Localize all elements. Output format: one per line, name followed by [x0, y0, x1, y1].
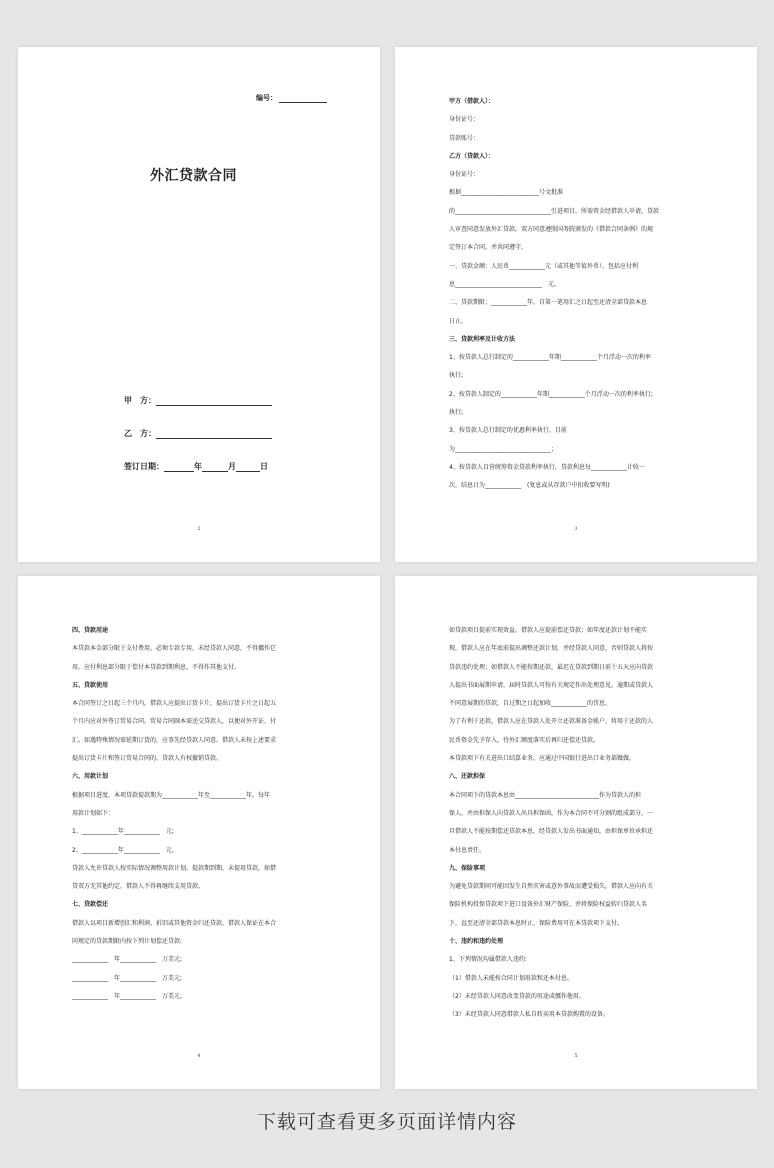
text-line: ____________ 年____________ 万美元; — [72, 956, 183, 964]
page-2 — [395, 47, 757, 562]
text-line: 为了有利于还款，借款人应在贷款人处开立还款准备金帐户，将用于还款的人 — [449, 718, 654, 726]
text-line: ____________ 年____________ 万美元; — [72, 974, 183, 982]
serial-label: 编号： — [256, 94, 277, 102]
section-heading: 乙方（贷款人）： — [449, 152, 495, 160]
party-a-blank — [156, 397, 272, 406]
text-line: 身份证号： — [449, 171, 480, 179]
text-line: 1、按贷款人总行制定的____________年期____________个月浮动一次的利率 — [449, 354, 651, 362]
party-b-blank — [156, 430, 272, 439]
sign-date-label: 签订日期： — [124, 462, 164, 471]
download-caption: 下载可查看更多页面详情内容 — [256, 1111, 517, 1133]
serial-number — [256, 93, 327, 103]
sign-date-row — [124, 461, 268, 472]
sign-day-label: 日 — [260, 462, 268, 471]
page-number: 2 — [197, 526, 201, 532]
text-line: 汇。如遇特殊情况需延期订货的，应事先经贷款人同意。借款人未按上述要求 — [72, 736, 277, 744]
text-line: 二、贷款期限：____________年，自第一笔用汇之日起至还清全部贷款本息 — [449, 299, 648, 307]
text-line: 1、____________年____________ 元; — [72, 828, 174, 836]
sign-year-label: 年 — [194, 462, 202, 471]
text-line: 身份证号： — [449, 116, 480, 124]
text-line: 人审查同意发放外汇贷款。双方同意遵照国务院颁发的《借款合同条例》的规 — [449, 226, 654, 234]
text-line: 本合同项下的贷款本息由____________________________作为贷款人的担 — [449, 791, 642, 799]
text-line: 2、____________年____________ 元。 — [72, 846, 178, 854]
contract-title: 外汇贷款合同 — [150, 168, 237, 184]
text-line: （1）借款人未能按合同计划用款和还本付息。 — [449, 974, 573, 982]
text-line: 本贷款本金部分限于支付费用，必须专款专用，未经贷款人同意，不得挪作它 — [72, 645, 277, 653]
text-line: 旦借款人不能按期偿还贷款本息，经贷款人发出书面通知，由担保单位承担还 — [449, 828, 654, 836]
text-line: 为避免贷款期间可能因发生自然灾害或意外事故而遭受损失，借款人应向有关 — [449, 883, 654, 891]
section-heading: 八、还款担保 — [449, 773, 486, 781]
page-cover — [18, 47, 380, 562]
text-line: 如贷款项目提前实现效益，借款人应提前偿还贷款；如年度还款计划不能实 — [449, 627, 648, 634]
page-3 — [18, 576, 380, 1089]
text-line: 人提出书面展期申请，届时贷款人可按有关规定作出处理意见。逾期或贷款人 — [449, 681, 654, 689]
text-line: 根据__________________________号文批准 — [449, 189, 564, 197]
serial-blank — [279, 96, 327, 103]
text-line: 用款计划如下： — [72, 809, 115, 817]
text-line: 贷款账号： — [449, 134, 480, 142]
section-heading: 六、用款计划 — [72, 773, 109, 781]
text-line: 执行; — [449, 372, 464, 380]
party-a-row — [124, 395, 272, 406]
text-line: （2）未经贷款人同意改变贷款的用途或挪作他用。 — [449, 992, 585, 1000]
text-line: 提出订货卡片和签订贸易合同的，贷款人有权撤销贷款。 — [72, 755, 223, 763]
section-heading: 四、贷款用途 — [72, 627, 109, 634]
text-line: 为________________________________； — [449, 445, 558, 453]
text-line: 2、按贷款人制定的____________年期____________个月浮动一次的利率执行; — [449, 390, 653, 398]
party-b-label: 乙 方： — [124, 429, 156, 438]
text-line: 贷双方无其他约定，借款人不得再继续支用贷款。 — [72, 883, 205, 891]
text-line: 的________________________________引进项目，所需资金经借款人申请，贷款 — [449, 207, 660, 215]
page-4 — [395, 576, 757, 1089]
section-heading: 五、贷款使用 — [72, 681, 109, 689]
sign-month-label: 月 — [228, 462, 236, 471]
text-line: （3）未经贷款人同意借款人私自转卖用本贷款购置的设备。 — [449, 1011, 609, 1019]
page-2-body — [449, 93, 711, 496]
text-line: 根据项目进度，本项贷款提款期为____________年至____________年，每年 — [72, 791, 271, 799]
text-line: 4、按贷款人自营统筹资金贷款利率执行，贷款利息每____________计收一 — [449, 463, 645, 471]
page-3-body — [72, 622, 334, 1006]
section-heading: 九、保险事项 — [449, 864, 486, 872]
text-line: 本付息责任。 — [449, 846, 486, 854]
section-heading: 十、违约和违约处理 — [449, 938, 504, 946]
text-line: 息_____________________________ 元。 — [449, 280, 561, 288]
party-a-label: 甲 方： — [124, 396, 156, 405]
text-line: 执行; — [449, 409, 464, 417]
text-line: 民币资金先予存入，待外汇额度落实后再归还偿还贷款。 — [449, 736, 600, 744]
section-heading: 甲方（借款人）： — [449, 98, 495, 105]
text-line: 同规定的贷款期限内按下列计划偿还贷款: — [72, 938, 183, 946]
text-line: 贷款违约处理；如借款人不能按期还款，最迟在贷款到期日前十五天应向贷款 — [449, 663, 654, 671]
page-number: 5 — [574, 1053, 578, 1059]
party-b-row — [124, 428, 272, 439]
page-4-body — [449, 622, 711, 1025]
text-line: 本贷款项下有关进出口结算业务，应通过中国银行进出口业务部做做。 — [449, 755, 636, 763]
text-line: 一、贷款金额：人民币____________元（或其他等值外币），包括应付利 — [449, 262, 639, 270]
text-line: 日止。 — [449, 317, 468, 325]
text-line: 贷款人允许贷款人按实际情况调整用款计划，提款期到期，未提用贷款，如借 — [72, 864, 277, 872]
text-line: 个月内应对外签订贸易合同。贸易合同副本需送交贷款人，以便对外开证、付 — [72, 718, 277, 726]
text-line: 现，借款人应在年底前提出调整还款计划，并经贷款人同意，否则贷款人将按 — [449, 645, 654, 653]
section-heading: 三、贷款利率及计收方法 — [449, 335, 516, 343]
section-heading: 七、贷款偿还 — [72, 901, 109, 909]
text-line: 保人，并由担保人向贷款人出具担保函，作为本合同不可分割的组成部分，一 — [449, 809, 654, 817]
text-line: 用。应付利息部分限于偿付本贷款到期利息，不得作其他支付。 — [72, 663, 241, 671]
text-line: 不同意展期的贷款，自过期之日起加收____________的罚息。 — [449, 700, 612, 708]
text-line: ____________ 年____________ 万美元。 — [72, 992, 187, 1000]
text-line: 借款人以项目新增创汇和利润、折旧或其他资金归还贷款。借款人保证在本合 — [72, 919, 277, 927]
text-line: 3、按贷款人总行制定的优惠利率执行，目前 — [449, 427, 567, 435]
page-number: 3 — [574, 526, 578, 532]
page-number: 4 — [197, 1053, 201, 1059]
text-line: 次，结息日为____________ (复息或从存款户中扣收要写明) — [449, 482, 610, 490]
text-line: 保险机构投保贷款项下进口设备外汇财产保险，并将保险权益转归贷款人名 — [449, 901, 648, 909]
text-line: 下，直至还清全部贷款本息时止，保险费用可在本贷款项下支付。 — [449, 919, 624, 927]
text-line: 定签订本合同，并共同遵守。 — [449, 244, 528, 252]
text-line: 本合同签订之日起三个月内，借款人应提出订货卡片，提出订货卡片之日起五 — [72, 700, 277, 708]
text-line: 1、下列情况均属借款人违约: — [449, 956, 527, 964]
